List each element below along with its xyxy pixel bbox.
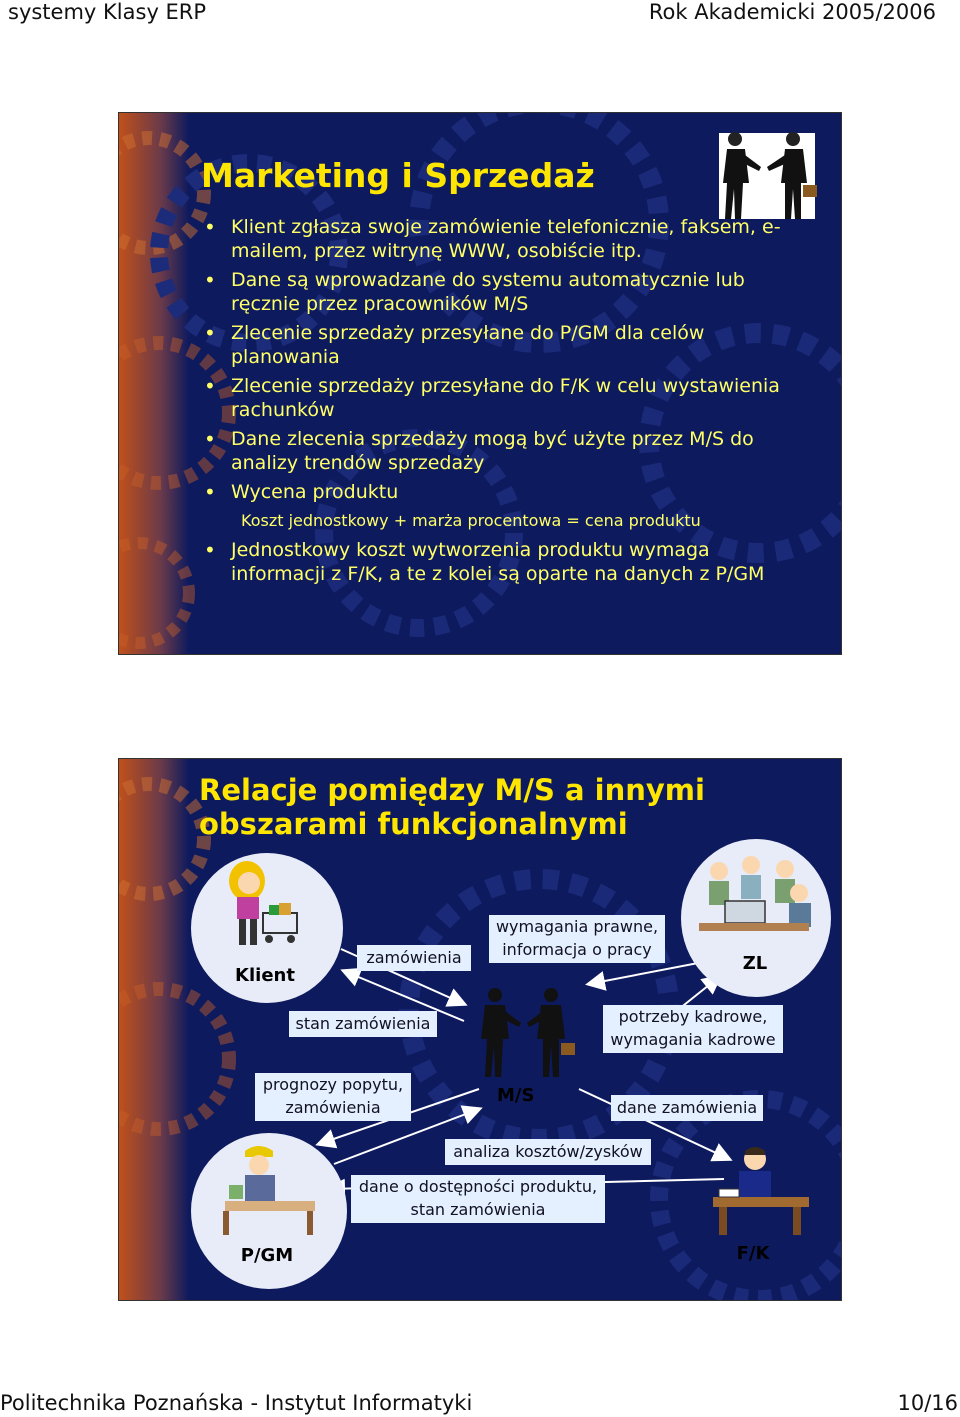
header-course: systemy Klasy ERP xyxy=(8,0,207,24)
flow-wymagania-line2: informacja o pracy xyxy=(502,940,652,959)
node-label-fk: F/K xyxy=(736,1243,770,1264)
businessman-at-desk-icon xyxy=(705,1143,815,1239)
carpenter-worker-icon xyxy=(215,1141,325,1241)
bullet-list xyxy=(201,215,781,591)
bullet-item: • Zlecenie sprzedaży przesyłane do P/GM dla celów planowania xyxy=(201,321,781,369)
node-label-zl: ZL xyxy=(742,953,768,974)
node-label-klient: Klient xyxy=(235,965,295,986)
flow-potrzeby-line2: wymagania kadrowe xyxy=(610,1030,776,1049)
handshake-businessmen-icon xyxy=(715,123,827,223)
flow-potrzeby-line1: potrzeby kadrowe, xyxy=(618,1007,768,1026)
node-label-pgm: P/GM xyxy=(240,1245,294,1266)
flow-wymagania xyxy=(489,915,665,963)
header-year: Rok Akademicki 2005/2006 xyxy=(648,0,936,24)
footer-institution: Politechnika Poznańska - Instytut Informatyki xyxy=(0,1391,473,1415)
slide-title-line2: obszarami funkcjonalnymi xyxy=(199,807,628,841)
node-label-ms: M/S xyxy=(497,1085,535,1106)
shopper-with-cart-icon xyxy=(219,857,309,957)
flow-dane-zamowienia: dane zamówienia xyxy=(611,1095,763,1121)
flow-dostepnosc xyxy=(351,1175,605,1223)
bullet-item: • Dane zlecenia sprzedaży mogą być użyte przez M/S do analizy trendów sprzedaży xyxy=(201,427,781,475)
flow-zamowienia: zamówienia xyxy=(357,945,471,971)
slide-marketing xyxy=(118,112,842,655)
flow-dostepnosc-line1: dane o dostępności produktu, xyxy=(358,1177,598,1196)
flow-prognozy-line1: prognozy popytu, xyxy=(262,1075,404,1094)
footer-page-number: 10/16 xyxy=(897,1391,958,1415)
flow-prognozy xyxy=(255,1073,411,1121)
flow-analiza: analiza kosztów/zysków xyxy=(445,1139,651,1165)
handshake-businessmen-icon xyxy=(471,987,581,1079)
flow-stan-zamowienia: stan zamówienia xyxy=(289,1011,437,1037)
flow-potrzeby-kadrowe xyxy=(603,1005,783,1053)
flow-dostepnosc-line2: stan zamówienia xyxy=(410,1200,546,1219)
slide-relations xyxy=(118,758,842,1301)
flow-prognozy-line2: zamówienia xyxy=(285,1098,381,1117)
slide-title: Marketing i Sprzedaż xyxy=(201,156,595,195)
team-at-computer-icon xyxy=(689,851,823,947)
slide-title-line1: Relacje pomiędzy M/S a innymi xyxy=(199,773,705,807)
price-formula: Koszt jednostkowy + marża procentowa = cena produktu xyxy=(241,511,701,530)
bullet-item: • Wycena produktu xyxy=(201,480,781,504)
bullet-item: • Dane są wprowadzane do systemu automatycznie lub ręcznie przez pracowników M/S xyxy=(201,268,781,316)
flow-wymagania-line1: wymagania prawne, xyxy=(495,917,659,936)
bullet-item: • Zlecenie sprzedaży przesyłane do F/K w celu wystawienia rachunków xyxy=(201,374,781,422)
bullet-item: • Klient zgłasza swoje zamówienie telefonicznie, faksem, e-mailem, przez witrynę WWW, osobiście itp. xyxy=(201,215,781,263)
bullet-item: • Jednostkowy koszt wytworzenia produktu wymaga informacji z F/K, a te z kolei są oparte na danych z P/GM xyxy=(201,538,781,586)
